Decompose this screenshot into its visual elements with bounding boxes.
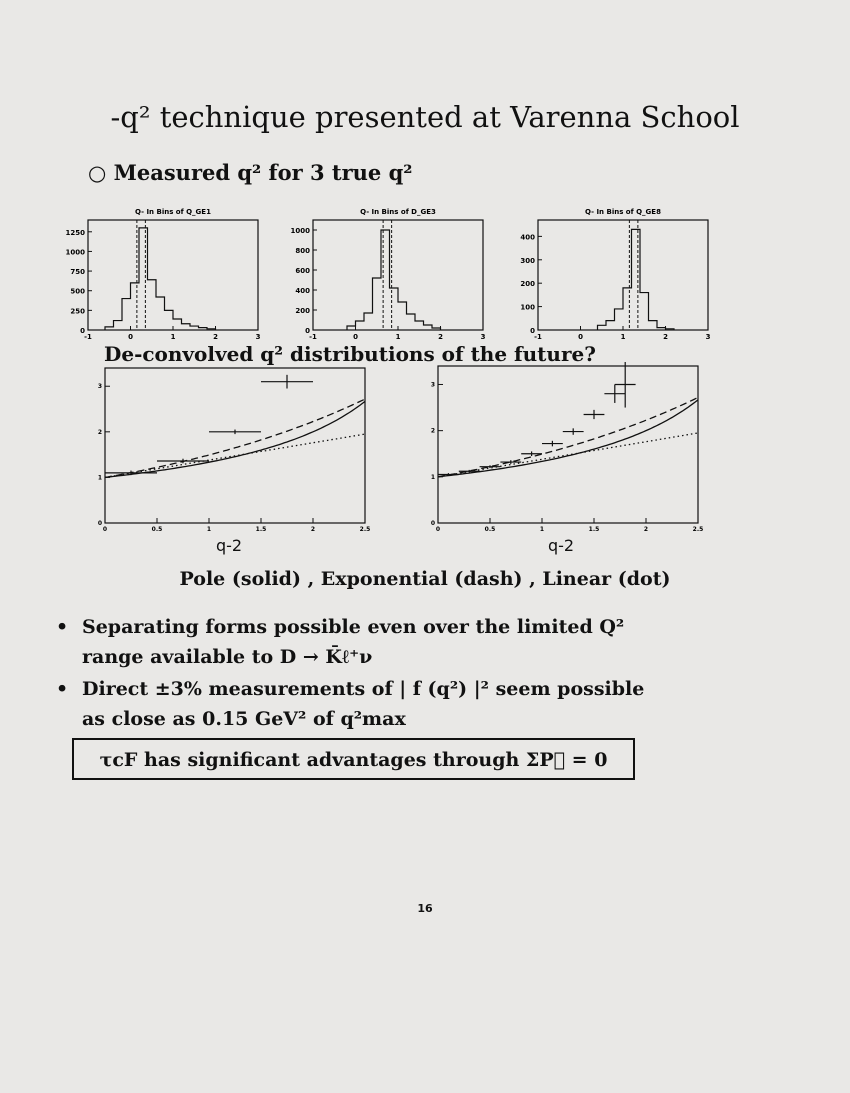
plot-ytick-label: 1 [430, 473, 435, 481]
histogram-xtick-label: 3 [255, 333, 261, 341]
histogram-ytick-label: 1000 [290, 227, 310, 235]
histogram-ytick-label: 400 [520, 233, 535, 242]
histogram-title: Q- In Bins of Q_GE8 [585, 208, 661, 216]
deconvolved-heading: De-convolved q² distributions of the future? [104, 342, 596, 366]
bullet-item-2 [56, 674, 696, 734]
plot-ytick-label: 1 [97, 474, 102, 482]
measured-q2-heading [88, 160, 412, 185]
plot-curve-pole [105, 401, 365, 477]
histogram-ytick-label: 200 [295, 307, 310, 315]
histogram-bars [598, 229, 675, 330]
histogram-xtick-label: 3 [705, 333, 711, 341]
histogram-panels [40, 200, 730, 345]
histogram-title: Q- In Bins of Q_GE1 [135, 208, 211, 216]
boxed-statement: τcF has significant advantages through ΣP⃗ = 0 [72, 738, 635, 780]
deconvolved-plot-right [431, 362, 704, 533]
histogram-ytick-label: 500 [70, 287, 85, 296]
bullet-item-1 [56, 612, 696, 672]
plot-xtick-label: 2 [310, 526, 316, 533]
histogram-ytick-label: 300 [520, 256, 535, 265]
plot-xtick-label: 0 [435, 526, 441, 533]
histogram-xtick-label: 1 [395, 333, 401, 341]
plot-ytick-label: 2 [430, 427, 435, 435]
histogram-ytick-label: 600 [295, 267, 310, 275]
histogram-xtick-label: 0 [128, 333, 133, 341]
histogram-ytick-label: 200 [520, 280, 535, 289]
histogram-xtick-label: 1 [620, 333, 626, 341]
bullet-2-line-1: Direct ±3% measurements of | f (q²) |² seem possible [82, 678, 645, 700]
plot-ytick-label: 0 [97, 520, 102, 527]
histogram-ytick-label: 0 [305, 327, 310, 335]
measured-q2-heading-text: Measured q² for 3 true q² [113, 160, 413, 185]
bullet-icon: • [56, 678, 69, 700]
histogram-ytick-label: 800 [295, 247, 310, 255]
histogram-ytick-label: 400 [295, 287, 310, 295]
plot-curve-pole [438, 400, 698, 477]
plot-xtick-label: 2.5 [692, 526, 704, 533]
histogram-bars [105, 228, 216, 330]
histogram-frame [538, 220, 708, 330]
histogram-xtick-label: -1 [534, 333, 542, 341]
histogram-ytick-label: 750 [70, 268, 85, 277]
bullet-2-line-2: as close as 0.15 GeV² of q²max [82, 708, 406, 730]
histogram-ytick-label: 0 [530, 327, 535, 335]
plot-xtick-label: 0.5 [484, 526, 496, 533]
bullet-1-line-1: Separating forms possible even over the limited Q² [82, 616, 625, 638]
histogram-2 [291, 208, 486, 341]
histogram-ytick-label: 1250 [65, 228, 85, 237]
plot-left-xlabel: q-2 [216, 536, 243, 555]
histogram-xtick-label: 3 [480, 333, 486, 341]
plot-frame [105, 368, 365, 523]
histogram-1 [66, 208, 261, 341]
histogram-bars [347, 230, 441, 330]
histogram-frame [313, 220, 483, 330]
page-title: -q² technique presented at Varenna School [110, 100, 740, 134]
histogram-xtick-label: 1 [170, 333, 176, 341]
histogram-xtick-label: -1 [84, 333, 92, 341]
plot-right-xlabel: q-2 [548, 536, 575, 555]
plot-xtick-label: 0.5 [151, 526, 163, 533]
histogram-ytick-label: 0 [80, 327, 85, 335]
deconvolved-plot-left [98, 368, 371, 533]
histogram-xtick-label: 2 [663, 333, 668, 341]
deconvolved-plots [80, 362, 720, 537]
plot-xtick-label: 0 [102, 526, 108, 533]
plot-xtick-label: 1.5 [588, 526, 600, 533]
plot-frame [438, 366, 698, 523]
plot-xtick-label: 1 [206, 526, 212, 533]
plot-curve-exponential [105, 399, 365, 477]
plot-xtick-label: 2.5 [359, 526, 371, 533]
histogram-xtick-label: 2 [213, 333, 218, 341]
histogram-ytick-label: 1000 [65, 248, 85, 257]
plot-curve-exponential [438, 398, 698, 477]
plot-xtick-label: 1 [539, 526, 545, 533]
figure-caption: Pole (solid) , Exponential (dash) , Linear (dot) [179, 568, 671, 590]
histogram-ytick-label: 250 [70, 307, 85, 316]
hollow-bullet-icon: ○ [88, 160, 107, 185]
histogram-xtick-label: 0 [353, 333, 358, 341]
bullet-icon: • [56, 616, 69, 638]
histogram-3 [520, 208, 710, 341]
histogram-xtick-label: 2 [438, 333, 443, 341]
plot-xtick-label: 1.5 [255, 526, 267, 533]
bullet-1-line-2: range available to D → K̄ℓ⁺ν [82, 646, 373, 668]
plot-ytick-label: 3 [97, 383, 102, 391]
histogram-xtick-label: 0 [578, 333, 583, 341]
histogram-title: Q- In Bins of D_GE3 [360, 208, 436, 216]
histogram-ytick-label: 100 [520, 303, 535, 312]
histogram-xtick-label: -1 [309, 333, 317, 341]
plot-ytick-label: 0 [430, 520, 435, 527]
plot-ytick-label: 3 [430, 381, 435, 389]
plot-xtick-label: 2 [643, 526, 649, 533]
plot-curve-linear [438, 433, 698, 477]
page-number: 16 [417, 902, 433, 915]
plot-ytick-label: 2 [97, 428, 102, 436]
plot-curve-linear [105, 434, 365, 477]
